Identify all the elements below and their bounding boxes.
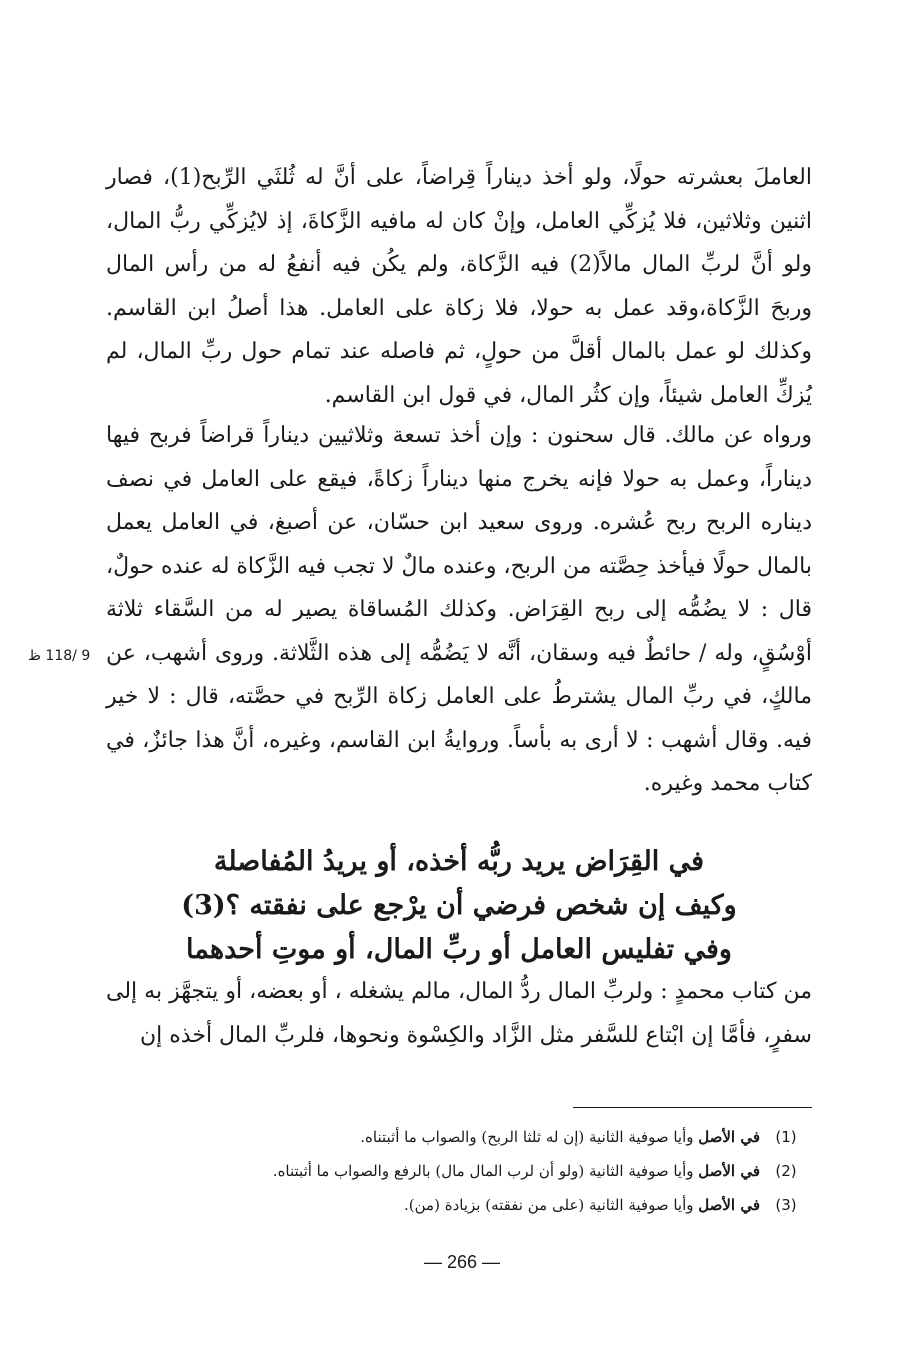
heading-line-1: في القِرَاض يريد ربُّه أخذه، أو يريدُ المُفاصلة bbox=[213, 846, 705, 877]
paragraph-2-text: ورواه عن مالك. قال سحنون : وإن أخذ تسعة وثلاثيين ديناراً قراضاً فربح فيها ديناراً، وعمل به حولا فإنه يخرج منها ديناراً زكاةً، فيقع على العامل في نصف ديناره الربح ربح عُشره. وروى سعيد ابن حسّان، عن أصبغ، في العامل يعمل بالمال حولًا فيأخذ حِصَّته من الربح، وعنده مالٌ لا تجب فيه الزَّكاة له عنده حولٌ، قال : لا يضُمُّه إلى ربح القِرَاض. وكذلك المُساقاة يصير له من السَّقاء ثلاثة أوْسُقٍ، وله / حائطٌ فيه وسقان، أنَّه لا يَضُمُّه إلى هذه الثَّلاثة. وروى أشهب، عن مالكٍ، في ربِّ المال يشترطُ على العامل زكاة الرِّبح في حصَّته، قال : لا خير فيه. وقال أشهب : لا أرى به بأساً. وروايةُ ابن القاسم، وغيره، أنَّ هذا جائزٌ، في كتاب محمد وغيره. bbox=[106, 423, 813, 796]
footnote-separator bbox=[573, 1107, 812, 1108]
paragraph-1 bbox=[106, 156, 812, 417]
paragraph-3 bbox=[106, 970, 812, 1057]
paragraph-3-text: من كتاب محمدٍ : ولربِّ المال ردُّ المال، مالم يشغله ، أو بعضه، أو يتجهَّز به إلى سفرٍ، فأمَّا إن ابْتاع للسَّفر مثل الزَّاد والكِسْوة ونحوها، فلربِّ المال أخذه إن bbox=[106, 979, 812, 1048]
footnote-number: (1) bbox=[775, 1128, 797, 1146]
footnote-2 bbox=[106, 1154, 812, 1188]
footnote-source: في الأصل bbox=[698, 1162, 760, 1180]
paragraph-2 bbox=[106, 414, 812, 806]
footnote-1 bbox=[106, 1120, 812, 1154]
footnote-3 bbox=[106, 1188, 812, 1222]
footnote-body: وأيا صوفية الثانية (ولو أن لرب المال مال) بالرفع والصواب ما أثبتناه. bbox=[272, 1162, 699, 1180]
section-heading bbox=[106, 840, 812, 972]
footnote-source: في الأصل bbox=[698, 1128, 760, 1146]
heading-line-2: وكيف إن شخص فرضي أن يرْجع على نفقته ؟(3) bbox=[181, 890, 737, 921]
folio-margin-note: 9 /118 ظ bbox=[28, 648, 91, 664]
footnote-text bbox=[273, 1154, 760, 1188]
paragraph-1-text: العاملَ بعشرته حولًا، ولو أخذ ديناراً قِراضاً، على أنَّ له ثُلثَي الرِّبح(1)، فصار اثنين وثلاثين، فلا يُزكِّي العامل، وإنْ كان له مافيه الزَّكاةَ، إذ لايُزكِّي ربُّ المال، ولو أنَّ لربِّ المال مالاً(2) فيه الزَّكاة، ولم يكُن فيه أنفعُ له من رأس المال وربحَ الزَّكاة،وقد عمل به حولا، فلا زكاة على العامل. هذا أصلُ ابن القاسم. وكذلك لو عمل بالمال أقلَّ من حولٍ، ثم فاصله عند تمام حول ربِّ المال، لم يُزكِّ العامل شيئاً، وإن كثُر المال، في قول ابن القاسم. bbox=[106, 165, 813, 408]
footnote-body: وأيا صوفية الثانية (إن له ثلثا الربح) والصواب ما أثبتناه. bbox=[360, 1128, 699, 1146]
page-number: — 266 — bbox=[423, 1252, 501, 1272]
footnote-text bbox=[404, 1188, 760, 1222]
footnote-number: (2) bbox=[775, 1162, 797, 1180]
footnote-number: (3) bbox=[775, 1196, 797, 1214]
footnote-source: في الأصل bbox=[698, 1196, 760, 1214]
heading-line-3: وفي تفليس العامل أو ربِّ المال، أو موتِ أحدهما bbox=[186, 934, 732, 965]
footnotes bbox=[106, 1120, 812, 1222]
footnote-text bbox=[360, 1120, 760, 1154]
footnote-body: وأيا صوفية الثانية (على من نفقته) بزيادة (من). bbox=[404, 1196, 699, 1214]
